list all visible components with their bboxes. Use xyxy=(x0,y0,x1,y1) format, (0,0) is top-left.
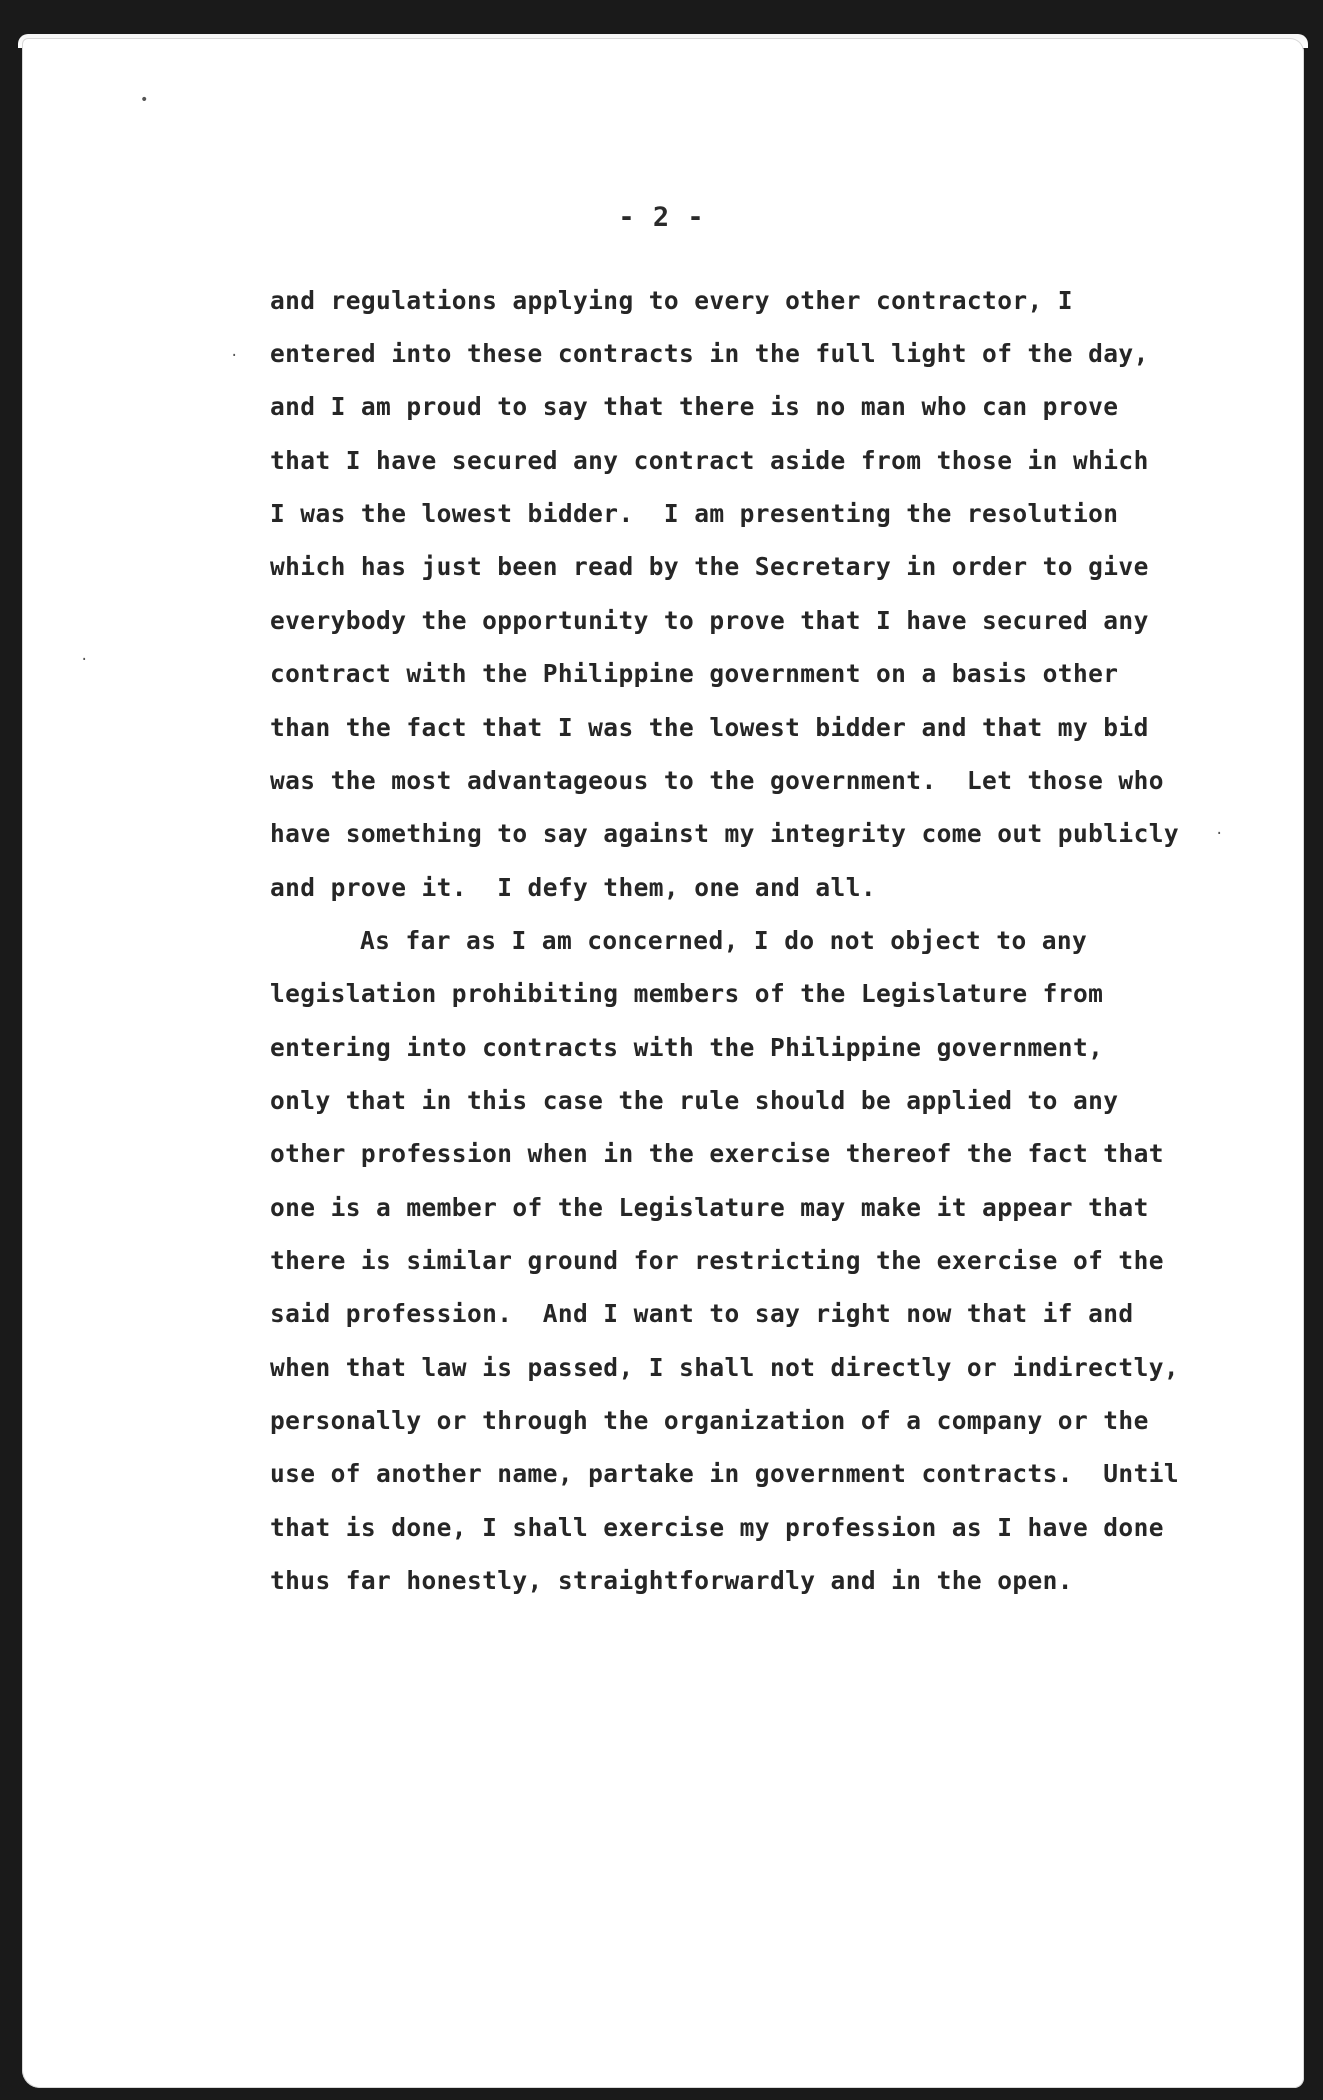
body-line: and I am proud to say that there is no man who can prove xyxy=(270,392,1119,421)
body-line: one is a member of the Legislature may make it appear that xyxy=(270,1193,1149,1222)
speck-mark: · xyxy=(80,652,89,668)
body-line: legislation prohibiting members of the Legislature from xyxy=(270,979,1104,1008)
body-line: personally or through the organization of a company or the xyxy=(270,1406,1149,1435)
body-line: entering into contracts with the Philippine government, xyxy=(270,1033,1104,1062)
body-line: everybody the opportunity to prove that I have secured any xyxy=(270,606,1149,635)
body-line: I was the lowest bidder. I am presenting the resolution xyxy=(270,499,1119,528)
body-line: other profession when in the exercise thereof the fact that xyxy=(270,1139,1164,1168)
body-line: that is done, I shall exercise my profession as I have done xyxy=(270,1513,1164,1542)
speck-mark: • xyxy=(140,92,149,108)
body-line: and prove it. I defy them, one and all. xyxy=(270,873,877,902)
body-line: contract with the Philippine government on a basis other xyxy=(270,659,1119,688)
speck-mark: · xyxy=(230,348,239,364)
body-line: than the fact that I was the lowest bidder and that my bid xyxy=(270,713,1149,742)
body-line: that I have secured any contract aside from those in which xyxy=(270,446,1149,475)
page-number: - 2 - xyxy=(618,202,705,233)
paragraph-first-line: As far as I am concerned, I do not object to any xyxy=(360,926,1088,955)
body-line: which has just been read by the Secretary in order to give xyxy=(270,552,1149,581)
body-line: thus far honestly, straightforwardly and in the open. xyxy=(270,1566,1073,1595)
body-line: only that in this case the rule should be applied to any xyxy=(270,1086,1119,1115)
speck-mark: · xyxy=(1215,826,1224,842)
body-line: and regulations applying to every other contractor, I xyxy=(270,286,1073,315)
body-line: when that law is passed, I shall not directly or indirectly, xyxy=(270,1353,1180,1382)
body-line: use of another name, partake in government contracts. Until xyxy=(270,1459,1180,1488)
body-line: have something to say against my integrity come out publicly xyxy=(270,819,1180,848)
body-line: entered into these contracts in the full light of the day, xyxy=(270,339,1149,368)
body-line: there is similar ground for restricting the exercise of the xyxy=(270,1246,1164,1275)
body-line: was the most advantageous to the government. Let those who xyxy=(270,766,1164,795)
body-line: said profession. And I want to say right now that if and xyxy=(270,1299,1134,1328)
